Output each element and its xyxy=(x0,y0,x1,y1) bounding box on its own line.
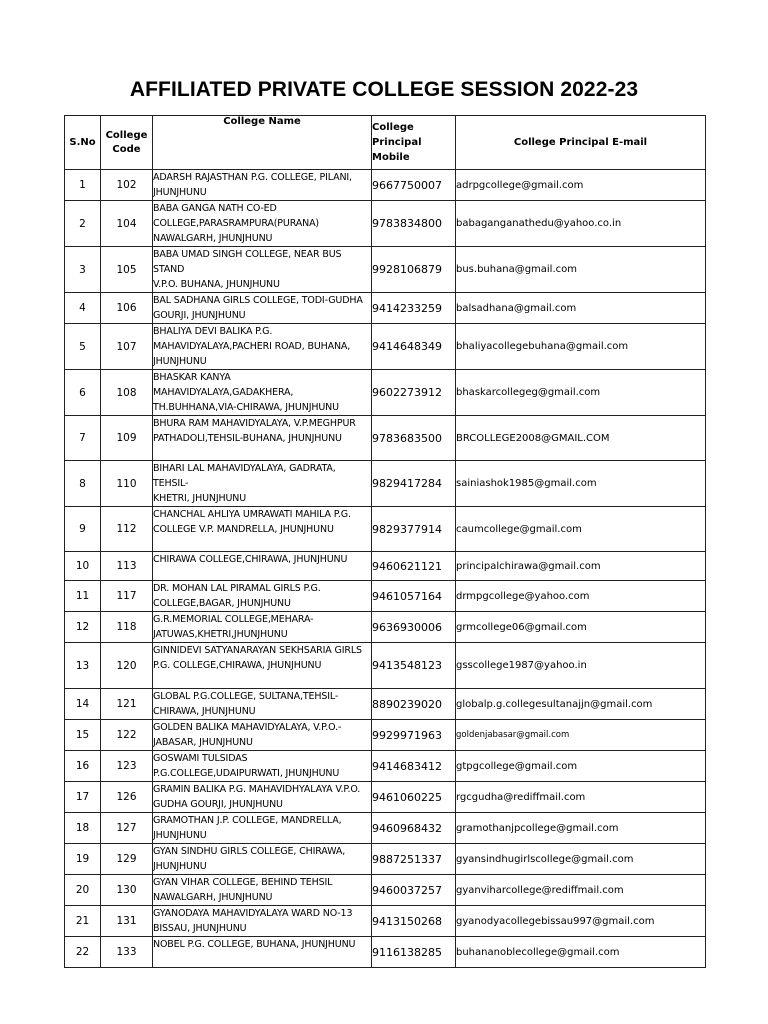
header-college-code: College Code xyxy=(101,116,153,170)
cell-sno: 18 xyxy=(65,813,101,844)
cell-principal-email: balsadhana@gmail.com xyxy=(456,293,706,324)
cell-sno: 4 xyxy=(65,293,101,324)
cell-college-name: GRAMOTHAN J.P. COLLEGE, MANDRELLA, JHUNJHUNU xyxy=(153,813,372,844)
cell-sno: 22 xyxy=(65,937,101,968)
table-row xyxy=(65,906,706,937)
table-row xyxy=(65,612,706,643)
cell-principal-mobile: 9413150268 xyxy=(372,906,456,937)
cell-principal-email: gyanodyacollegebissau997@gmail.com xyxy=(456,906,706,937)
table-row xyxy=(65,461,706,507)
cell-college-name: ADARSH RAJASTHAN P.G. COLLEGE, PILANI, JHUNJHUNU xyxy=(153,170,372,201)
cell-principal-email: goldenjabasar@gmail.com xyxy=(456,720,706,751)
cell-college-name: GLOBAL P.G.COLLEGE, SULTANA,TEHSIL- CHIRAWA, JHUNJHUNU xyxy=(153,689,372,720)
cell-college-name: G.R.MEMORIAL COLLEGE,MEHARA- JATUWAS,KHETRI,JHUNJHUNU xyxy=(153,612,372,643)
cell-principal-mobile: 9414233259 xyxy=(372,293,456,324)
cell-college-name: BABA GANGA NATH CO-ED COLLEGE,PARASRAMPURA(PURANA) NAWALGARH, JHUNJHUNU xyxy=(153,201,372,247)
cell-college-code: 105 xyxy=(101,247,153,293)
table-row xyxy=(65,813,706,844)
cell-principal-mobile: 9460968432 xyxy=(372,813,456,844)
cell-sno: 10 xyxy=(65,552,101,581)
cell-principal-email: drmpgcollege@yahoo.com xyxy=(456,581,706,612)
table-row xyxy=(65,937,706,968)
cell-principal-mobile: 9461060225 xyxy=(372,782,456,813)
cell-principal-email: bhaskarcollegeg@gmail.com xyxy=(456,370,706,416)
cell-principal-email: sainiashok1985@gmail.com xyxy=(456,461,706,507)
cell-college-name: CHIRAWA COLLEGE,CHIRAWA, JHUNJHUNU xyxy=(153,552,372,581)
cell-principal-email: globalp.g.collegesultanajjn@gmail.com xyxy=(456,689,706,720)
cell-principal-mobile: 9887251337 xyxy=(372,844,456,875)
cell-college-code: 109 xyxy=(101,416,153,461)
cell-principal-email: gramothanjpcollege@gmail.com xyxy=(456,813,706,844)
page-title: AFFILIATED PRIVATE COLLEGE SESSION 2022-23 xyxy=(129,78,639,101)
cell-principal-mobile: 9414648349 xyxy=(372,324,456,370)
cell-principal-email: babaganganathedu@yahoo.co.in xyxy=(456,201,706,247)
cell-college-code: 130 xyxy=(101,875,153,906)
cell-college-name: BIHARI LAL MAHAVIDYALAYA, GADRATA, TEHSIL- KHETRI, JHUNJHUNU xyxy=(153,461,372,507)
cell-sno: 12 xyxy=(65,612,101,643)
cell-sno: 19 xyxy=(65,844,101,875)
cell-college-code: 123 xyxy=(101,751,153,782)
cell-college-code: 131 xyxy=(101,906,153,937)
cell-sno: 17 xyxy=(65,782,101,813)
college-table xyxy=(64,115,706,968)
cell-sno: 16 xyxy=(65,751,101,782)
cell-principal-mobile: 9636930006 xyxy=(372,612,456,643)
cell-college-name: GOLDEN BALIKA MAHAVIDYALAYA, V.P.O.- JABASAR, JHUNJHUNU xyxy=(153,720,372,751)
header-college-name: College Name xyxy=(153,116,372,170)
cell-college-name: CHANCHAL AHLIYA UMRAWATI MAHILA P.G. COLLEGE V.P. MANDRELLA, JHUNJHUNU xyxy=(153,507,372,552)
cell-principal-mobile: 9667750007 xyxy=(372,170,456,201)
cell-principal-email: gyansindhugirlscollege@gmail.com xyxy=(456,844,706,875)
cell-principal-mobile: 9460037257 xyxy=(372,875,456,906)
cell-principal-email: bus.buhana@gmail.com xyxy=(456,247,706,293)
cell-principal-mobile: 9460621121 xyxy=(372,552,456,581)
table-row xyxy=(65,170,706,201)
cell-principal-email: gyanviharcollege@rediffmail.com xyxy=(456,875,706,906)
cell-college-code: 112 xyxy=(101,507,153,552)
cell-principal-mobile: 9928106879 xyxy=(372,247,456,293)
cell-principal-mobile: 9929971963 xyxy=(372,720,456,751)
table-row xyxy=(65,581,706,612)
table-row xyxy=(65,782,706,813)
cell-principal-mobile: 9783683500 xyxy=(372,416,456,461)
cell-college-name: NOBEL P.G. COLLEGE, BUHANA, JHUNJHUNU xyxy=(153,937,372,968)
table-row xyxy=(65,247,706,293)
cell-sno: 11 xyxy=(65,581,101,612)
table-row xyxy=(65,643,706,689)
cell-college-code: 113 xyxy=(101,552,153,581)
cell-college-name: BHURA RAM MAHAVIDYALAYA, V.P.MEGHPUR PATHADOLI,TEHSIL-BUHANA, JHUNJHUNU xyxy=(153,416,372,461)
cell-college-code: 127 xyxy=(101,813,153,844)
cell-college-name: GINNIDEVI SATYANARAYAN SEKHSARIA GIRLS P.G. COLLEGE,CHIRAWA, JHUNJHUNU xyxy=(153,643,372,689)
cell-college-name: GOSWAMI TULSIDAS P.G.COLLEGE,UDAIPURWATI, JHUNJHUNU xyxy=(153,751,372,782)
cell-college-code: 122 xyxy=(101,720,153,751)
table-row xyxy=(65,416,706,461)
header-sno: S.No xyxy=(65,116,101,170)
table-row xyxy=(65,844,706,875)
cell-college-name: BHALIYA DEVI BALIKA P.G. MAHAVIDYALAYA,PACHERI ROAD, BUHANA, JHUNJHUNU xyxy=(153,324,372,370)
table-body xyxy=(65,170,706,968)
table-header-row xyxy=(65,116,706,170)
cell-principal-email: buhananoblecollege@gmail.com xyxy=(456,937,706,968)
cell-college-name: BAL SADHANA GIRLS COLLEGE, TODI-GUDHA GOURJI, JHUNJHUNU xyxy=(153,293,372,324)
cell-college-code: 118 xyxy=(101,612,153,643)
cell-sno: 1 xyxy=(65,170,101,201)
cell-sno: 14 xyxy=(65,689,101,720)
cell-sno: 5 xyxy=(65,324,101,370)
table-row xyxy=(65,201,706,247)
table-row xyxy=(65,720,706,751)
cell-college-code: 104 xyxy=(101,201,153,247)
cell-principal-mobile: 9829417284 xyxy=(372,461,456,507)
cell-college-code: 126 xyxy=(101,782,153,813)
cell-sno: 7 xyxy=(65,416,101,461)
cell-college-code: 106 xyxy=(101,293,153,324)
header-principal-email: College Principal E-mail xyxy=(456,116,706,170)
cell-sno: 20 xyxy=(65,875,101,906)
cell-principal-mobile: 9461057164 xyxy=(372,581,456,612)
cell-principal-mobile: 9602273912 xyxy=(372,370,456,416)
cell-principal-mobile: 9413548123 xyxy=(372,643,456,689)
table-row xyxy=(65,324,706,370)
cell-principal-email: adrpgcollege@gmail.com xyxy=(456,170,706,201)
cell-principal-mobile: 9414683412 xyxy=(372,751,456,782)
table-row xyxy=(65,689,706,720)
cell-college-name: GYAN SINDHU GIRLS COLLEGE, CHIRAWA, JHUNJHUNU xyxy=(153,844,372,875)
cell-principal-email: gsscollege1987@yahoo.in xyxy=(456,643,706,689)
cell-principal-email: gtpgcollege@gmail.com xyxy=(456,751,706,782)
cell-college-name: GRAMIN BALIKA P.G. MAHAVIDHYALAYA V.P.O. GUDHA GOURJI, JHUNJHUNU xyxy=(153,782,372,813)
table-row xyxy=(65,293,706,324)
cell-principal-email: bhaliyacollegebuhana@gmail.com xyxy=(456,324,706,370)
cell-sno: 9 xyxy=(65,507,101,552)
cell-college-code: 120 xyxy=(101,643,153,689)
table-row xyxy=(65,875,706,906)
cell-college-code: 102 xyxy=(101,170,153,201)
cell-college-code: 117 xyxy=(101,581,153,612)
table-row xyxy=(65,552,706,581)
cell-sno: 3 xyxy=(65,247,101,293)
cell-sno: 2 xyxy=(65,201,101,247)
cell-college-name: BHASKAR KANYA MAHAVIDYALAYA,GADAKHERA, TH.BUHHANA,VIA-CHIRAWA, JHUNJHUNU xyxy=(153,370,372,416)
cell-sno: 13 xyxy=(65,643,101,689)
cell-college-code: 110 xyxy=(101,461,153,507)
cell-sno: 15 xyxy=(65,720,101,751)
cell-sno: 6 xyxy=(65,370,101,416)
cell-principal-mobile: 9829377914 xyxy=(372,507,456,552)
cell-principal-email: grmcollege06@gmail.com xyxy=(456,612,706,643)
cell-college-name: BABA UMAD SINGH COLLEGE, NEAR BUS STAND V.P.O. BUHANA, JHUNJHUNU xyxy=(153,247,372,293)
table-row xyxy=(65,507,706,552)
cell-college-name: GYAN VIHAR COLLEGE, BEHIND TEHSIL NAWALGARH, JHUNJHUNU xyxy=(153,875,372,906)
cell-principal-email: caumcollege@gmail.com xyxy=(456,507,706,552)
cell-sno: 8 xyxy=(65,461,101,507)
cell-principal-email: rgcgudha@rediffmail.com xyxy=(456,782,706,813)
cell-sno: 21 xyxy=(65,906,101,937)
header-principal-mobile: College Principal Mobile xyxy=(372,116,456,170)
table-row xyxy=(65,751,706,782)
cell-principal-mobile: 9116138285 xyxy=(372,937,456,968)
cell-principal-email: principalchirawa@gmail.com xyxy=(456,552,706,581)
cell-principal-mobile: 8890239020 xyxy=(372,689,456,720)
cell-college-code: 133 xyxy=(101,937,153,968)
cell-college-code: 108 xyxy=(101,370,153,416)
cell-principal-email: BRCOLLEGE2008@GMAIL.COM xyxy=(456,416,706,461)
cell-college-code: 121 xyxy=(101,689,153,720)
table-row xyxy=(65,370,706,416)
cell-principal-mobile: 9783834800 xyxy=(372,201,456,247)
cell-college-code: 129 xyxy=(101,844,153,875)
cell-college-code: 107 xyxy=(101,324,153,370)
cell-college-name: DR. MOHAN LAL PIRAMAL GIRLS P.G. COLLEGE,BAGAR, JHUNJHUNU xyxy=(153,581,372,612)
cell-college-name: GYANODAYA MAHAVIDYALAYA WARD NO-13 BISSAU, JHUNJHUNU xyxy=(153,906,372,937)
